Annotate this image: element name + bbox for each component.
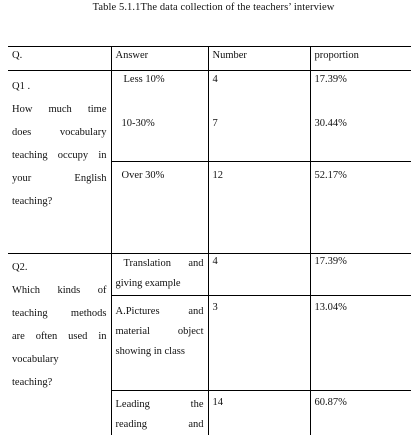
answer-cell: Less 10% bbox=[111, 71, 208, 118]
header-number: Number bbox=[208, 47, 310, 71]
q2-question-line: Which kinds of bbox=[12, 279, 107, 302]
answer-cell bbox=[111, 254, 208, 296]
answer-cell: Over 30% bbox=[111, 162, 208, 254]
number-cell: 12 bbox=[208, 162, 310, 254]
number-cell: 14 bbox=[208, 391, 310, 435]
number-cell: 4 bbox=[208, 254, 310, 296]
header-proportion: proportion bbox=[310, 47, 411, 71]
answer-line: showing in class bbox=[116, 342, 204, 362]
table-caption: Table 5.1.1The data collection of the teachers’ interview bbox=[0, 2, 419, 13]
header-question: Q. bbox=[8, 47, 111, 71]
proportion-cell: 13.04% bbox=[310, 296, 411, 391]
q2-label: Q2. bbox=[12, 256, 107, 279]
q2-question-line: vocabulary bbox=[12, 348, 107, 371]
q1-question-line: teaching occupy in bbox=[12, 144, 107, 167]
answer-cell bbox=[111, 296, 208, 391]
q1-question-line: How much time bbox=[12, 98, 107, 121]
answer-cell bbox=[111, 391, 208, 435]
interview-data-table bbox=[8, 46, 411, 435]
q1-question-cell bbox=[8, 71, 111, 254]
q1-question-line: teaching? bbox=[12, 190, 107, 213]
answer-cell: 10-30% bbox=[111, 118, 208, 162]
number-cell: 7 bbox=[208, 118, 310, 162]
answer-line: A.Pictures and bbox=[116, 302, 204, 322]
proportion-cell: 52.17% bbox=[310, 162, 411, 254]
table-row bbox=[8, 254, 411, 296]
q1-question-line: your English bbox=[12, 167, 107, 190]
answer-line: giving example bbox=[116, 274, 204, 294]
proportion-cell: 17.39% bbox=[310, 71, 411, 118]
table-header-row bbox=[8, 47, 411, 71]
proportion-cell: 60.87% bbox=[310, 391, 411, 435]
q2-question-cell bbox=[8, 254, 111, 435]
proportion-cell: 17.39% bbox=[310, 254, 411, 296]
q1-label: Q1 . bbox=[12, 75, 107, 98]
answer-line: material object bbox=[116, 322, 204, 342]
number-cell: 4 bbox=[208, 71, 310, 118]
proportion-cell: 30.44% bbox=[310, 118, 411, 162]
answer-line: Translation and bbox=[116, 254, 204, 274]
answer-line: reading and bbox=[116, 415, 204, 435]
q1-question-line: does vocabulary bbox=[12, 121, 107, 144]
number-cell: 3 bbox=[208, 296, 310, 391]
q2-question-line: are often used in bbox=[12, 325, 107, 348]
header-answer: Answer bbox=[111, 47, 208, 71]
answer-line: Leading the bbox=[116, 395, 204, 415]
table-row bbox=[8, 71, 411, 118]
q2-question-line: teaching? bbox=[12, 371, 107, 394]
q2-question-line: teaching methods bbox=[12, 302, 107, 325]
